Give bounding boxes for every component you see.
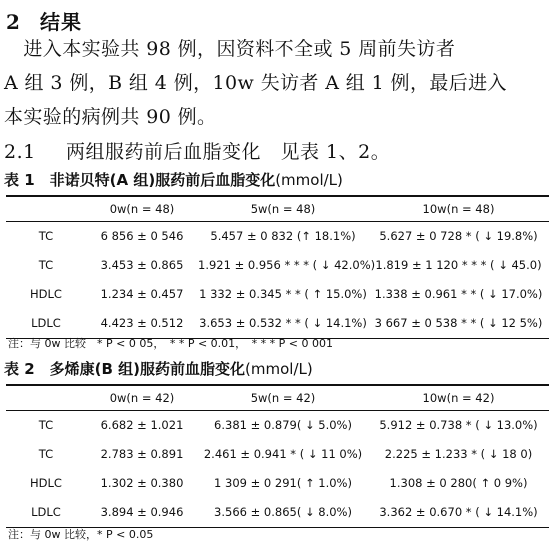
table-row [6,309,549,338]
table-1-caption [4,169,343,190]
table-2 [6,384,549,528]
header-cell: 0w(n = 48) [109,202,175,216]
table-cell: 6 856 ± 0 546 [100,229,184,243]
table-row [6,440,549,469]
table-cell: 1.234 ± 0.457 [100,287,184,301]
table-cell: 1.921 ± 0.956 * * * ( ↓ 42.0%) [198,258,376,272]
table-header-row [6,386,549,411]
table-cell: 1.302 ± 0.380 [100,476,184,490]
table-cell: 1 309 ± 0 291( ↑ 1.0%) [214,476,352,490]
table-cell: 5.457 ± 0 832 (↑ 18.1%) [210,229,356,243]
subsection-heading [4,137,390,164]
table-cell: 2.461 ± 0.941 * ( ↓ 11 0%) [203,447,363,461]
table-cell: 3.453 ± 0.865 [100,258,184,272]
table-cell: 1.338 ± 0.961 * * ( ↓ 17.0%) [374,287,543,301]
header-cell: 5w(n = 42) [250,391,316,405]
row-label: LDLC [31,505,61,519]
table-cell: 1 332 ± 0.345 * * ( ↑ 15.0%) [199,287,367,301]
section-number: 2 [6,10,21,34]
row-label: HDLC [30,476,62,490]
table-cell: 3 667 ± 0 538 * * ( ↓ 12 5%) [374,316,543,330]
table-1-unit: (mmol/L) [275,171,343,189]
section-heading [6,6,82,35]
row-label: TC [38,418,54,432]
table-cell: 6.682 ± 1.021 [100,418,184,432]
table-cell: 6.381 ± 0.879( ↓ 5.0%) [214,418,352,432]
table-header-row [6,197,549,222]
table-cell: 1.819 ± 1 120 * * * ( ↓ 45.0) [375,258,542,272]
header-cell: 10w(n = 48) [422,202,495,216]
table-2-title: 表 2 多烯康(B 组)服药前血脂变化 [4,360,246,378]
table-2-unit: (mmol/L) [245,360,313,378]
row-label: HDLC [30,287,62,301]
table-cell: 5.627 ± 0 728 * ( ↓ 19.8%) [379,229,538,243]
row-label: TC [38,258,54,272]
table-row [6,411,549,440]
table-cell: 2.783 ± 0.891 [100,447,184,461]
table-2-caption [4,358,313,379]
paragraph-line: 本实验的病例共 90 例。 [4,106,217,128]
header-cell: 5w(n = 48) [250,202,316,216]
subsection-number: 2.1 [4,141,36,163]
subsection-text: 两组服药前后血脂变化 见表 1、2。 [66,141,391,163]
header-cell: 10w(n = 42) [422,391,495,405]
table-row [6,222,549,251]
table-1 [6,195,549,339]
table-row [6,251,549,280]
paragraph-line: 进入本实验共 98 例，因资料不全或 5 周前失访者 [4,38,456,60]
table-row [6,498,549,527]
row-label: LDLC [31,316,61,330]
row-label: TC [38,447,54,461]
table-row [6,469,549,498]
table-2-footnote: 注：与 0w 比较，* P < 0.05 [8,528,154,541]
section-title: 结果 [40,10,82,34]
table-cell: 2.225 ± 1.233 * ( ↓ 18 0) [384,447,533,461]
table-cell: 3.362 ± 0.670 * ( ↓ 14.1%) [379,505,538,519]
table-cell: 4.423 ± 0.512 [100,316,184,330]
table-cell: 3.653 ± 0.532 * * ( ↓ 14.1%) [199,316,367,330]
table-cell: 5.912 ± 0.738 * ( ↓ 13.0%) [379,418,538,432]
row-label: TC [38,229,54,243]
table-1-footnote: 注：与 0w 比较 * P < 0 05， * * P < 0.01， * * * P < 0 001 [8,337,333,350]
table-cell: 3.566 ± 0.865( ↓ 8.0%) [214,505,352,519]
table-row [6,280,549,309]
header-cell: 0w(n = 42) [109,391,175,405]
table-cell: 3.894 ± 0.946 [100,505,184,519]
paragraph-line: A 组 3 例，B 组 4 例，10w 失访者 A 组 1 例，最后进入 [4,72,507,94]
table-cell: 1.308 ± 0 280( ↑ 0 9%) [389,476,528,490]
table-1-title: 表 1 非诺贝特(A 组)服药前后血脂变化 [4,171,276,189]
